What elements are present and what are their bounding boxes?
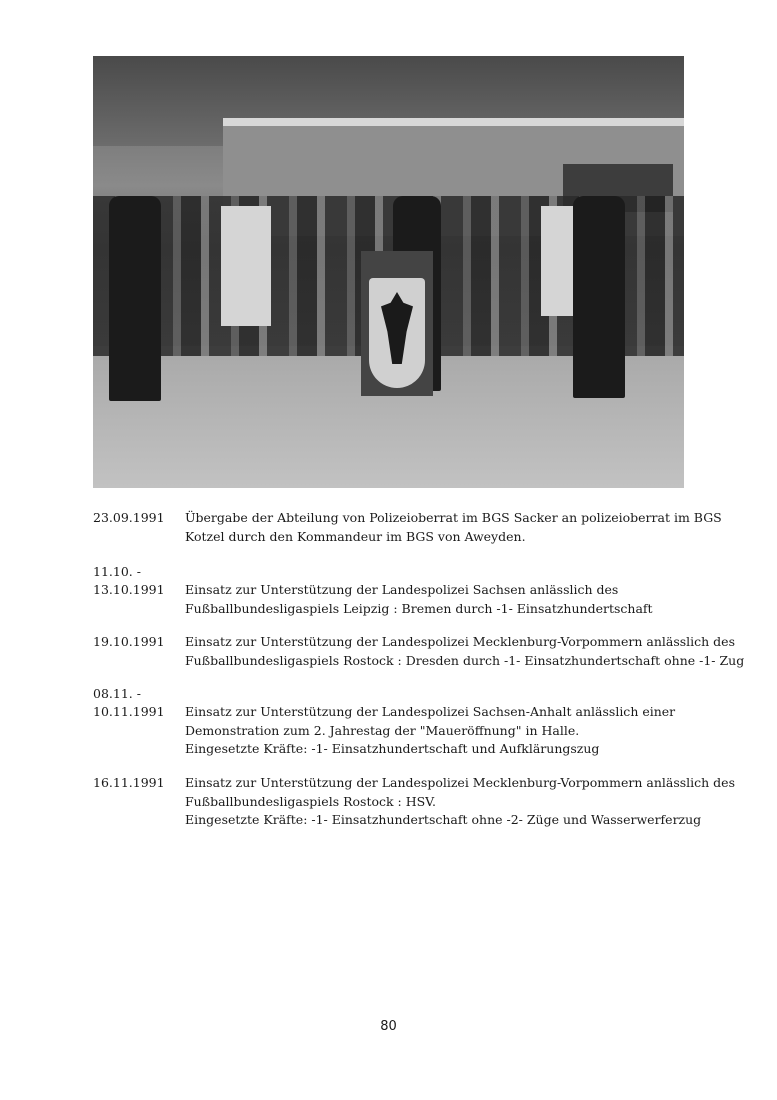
entry-start-date: 08.11. - (93, 686, 141, 701)
entry-description-line: Kotzel durch den Kommandeur im BGS von Aweyden. (185, 528, 526, 544)
entry-date: 13.10.1991 (93, 582, 165, 597)
entry-description-line: Fußballbundesligaspiels Leipzig : Bremen durch -1- Einsatzhundertschaft (185, 600, 653, 616)
ceremony-photo (93, 56, 684, 488)
entry-start-date: 11.10. - (93, 564, 141, 579)
entry-description-line: Einsatz zur Unterstützung der Landespolizei Sachsen anlässlich des (185, 582, 619, 597)
photo-officer-left (109, 196, 161, 401)
entry-date: 16.11.1991 (93, 775, 165, 790)
page-number: 80 (380, 1019, 397, 1034)
photo-officer-right (573, 196, 625, 398)
entry-description-line: Eingesetzte Kräfte: -1- Einsatzhundertschaft ohne -2- Züge und Wasserwerferzug (185, 812, 702, 827)
entry-description-line: Fußballbundesligaspiels Rostock : Dresden durch -1- Einsatzhundertschaft ohne -1- Zug (185, 652, 745, 668)
entry-date: 23.09.1991 (93, 510, 165, 525)
entry-description-line: Einsatz zur Unterstützung der Landespolizei Sachsen-Anhalt anlässlich einer (185, 704, 676, 719)
entry-date: 19.10.1991 (93, 634, 165, 649)
entry-description-line: Übergabe der Abteilung von Polizeioberrat im BGS Sacker an polizeioberrat im BGS (185, 510, 722, 525)
entry-date: 10.11.1991 (93, 704, 165, 719)
entry-description-line: Einsatz zur Unterstützung der Landespolizei Mecklenburg-Vorpommern anlässlich des (185, 634, 735, 649)
photo-figure-coat (221, 206, 271, 326)
entry-description-line: Einsatz zur Unterstützung der Landespolizei Mecklenburg-Vorpommern anlässlich des (185, 775, 735, 790)
entry-description-line: Eingesetzte Kräfte: -1- Einsatzhundertschaft und Aufklärungszug (185, 741, 600, 756)
entry-description-line: Demonstration zum 2. Jahrestag der "Maueröffnung" in Halle. (185, 722, 580, 738)
entry-description-line: Fußballbundesligaspiels Rostock : HSV. (185, 793, 437, 809)
